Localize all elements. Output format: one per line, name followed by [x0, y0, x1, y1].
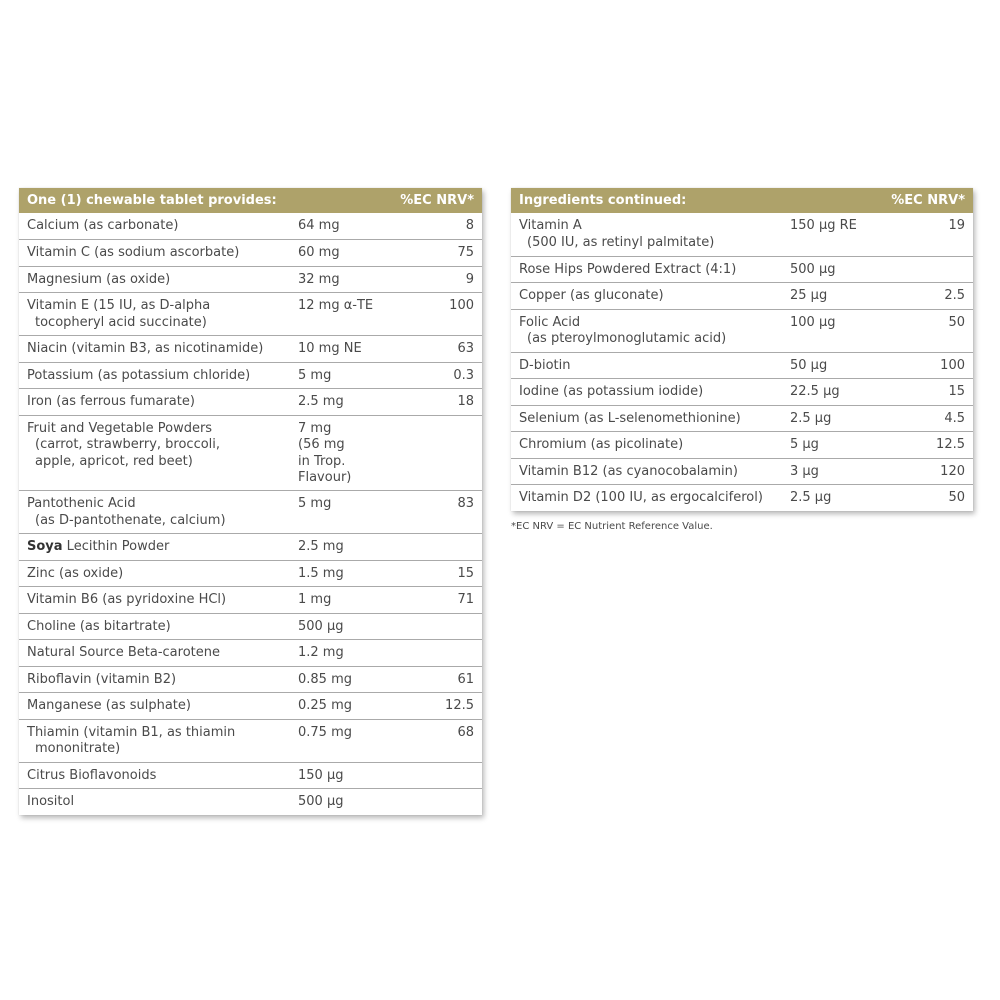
- ingredient-name: [511, 358, 784, 375]
- ingredient-amount-line: 150 μg RE: [790, 218, 857, 233]
- table-row: [19, 586, 482, 613]
- ingredient-amount-line: 3 μg: [790, 463, 819, 479]
- table-row: [511, 405, 973, 432]
- ingredient-name-line: (as D-pantothenate, calcium): [35, 512, 226, 528]
- table-row: [19, 639, 482, 666]
- ingredient-amount-line: 12 mg α-TE: [298, 298, 374, 313]
- ingredient-nrv: 15: [948, 384, 965, 399]
- ingredient-name-line: Vitamin B12 (as cyanocobalamin): [519, 463, 738, 479]
- ingredient-name-line: mononitrate): [35, 741, 121, 756]
- ingredient-name-line: Copper (as gluconate): [519, 288, 664, 303]
- ingredient-amount-line: 0.25 mg: [298, 698, 352, 713]
- ingredient-amount: [298, 245, 378, 262]
- ingredient-amount-line: 100 μg: [790, 314, 836, 330]
- ingredient-amount-line: 0.75 mg: [298, 724, 352, 740]
- ingredient-name-text: Lecithin Powder: [62, 539, 170, 554]
- ingredient-amount: [298, 619, 378, 636]
- ingredient-name: [19, 768, 292, 785]
- ingredient-name-line: Manganese (as sulphate): [27, 698, 191, 713]
- table-row: [19, 388, 482, 415]
- table-row: [19, 719, 482, 762]
- ingredient-name: [19, 794, 292, 811]
- ingredient-amount-line: 1 mg: [298, 592, 332, 607]
- ingredient-amount-line: 2.5 mg: [298, 539, 344, 554]
- table-row: [19, 613, 482, 640]
- ingredient-name-line: Potassium (as potassium chloride): [27, 367, 251, 383]
- table-row: [511, 458, 973, 485]
- ingredient-amount: [298, 496, 378, 513]
- ingredient-nrv: 63: [457, 341, 474, 356]
- table-header-nrv: %EC NRV*: [891, 193, 965, 208]
- ingredient-nrv: 2.5: [944, 288, 965, 303]
- ingredient-name: [19, 725, 292, 758]
- table-row: [19, 362, 482, 389]
- ingredient-name-line: Choline (as bitartrate): [27, 618, 171, 634]
- table-row: [19, 692, 482, 719]
- ingredient-amount: [298, 394, 378, 411]
- ingredient-name-line: Vitamin C (as sodium ascorbate): [27, 245, 240, 260]
- ingredient-nrv: 83: [457, 496, 474, 511]
- table-header-title: One (1) chewable tablet provides:: [27, 193, 277, 208]
- ingredient-amount: [298, 218, 378, 235]
- table-row: [19, 490, 482, 533]
- ingredient-name: [511, 384, 784, 401]
- ingredient-name-line: Natural Source Beta-carotene: [27, 645, 220, 660]
- ingredient-name: [19, 272, 292, 289]
- ingredient-name-line: (carrot, strawberry, broccoli,: [35, 437, 221, 452]
- ingredient-amount-line: 60 mg: [298, 245, 340, 260]
- table-row: [19, 213, 482, 239]
- table-row: [19, 788, 482, 815]
- ingredient-amount: [298, 645, 378, 662]
- ingredient-amount: [790, 411, 885, 428]
- ingredient-nrv: 68: [457, 724, 474, 740]
- ingredient-name: [19, 672, 292, 689]
- table-row: [511, 282, 973, 309]
- ingredient-name-line: Riboflavin (vitamin B2): [27, 671, 177, 687]
- ingredient-amount-line: 5 mg: [298, 367, 332, 383]
- ingredient-amount: [298, 539, 378, 556]
- ingredient-name-line: Folic Acid: [519, 314, 581, 330]
- ingredient-name: [19, 698, 292, 715]
- ingredient-amount: [790, 490, 885, 507]
- ingredient-name: [19, 592, 292, 609]
- nutrition-table-left: [19, 188, 482, 815]
- ingredient-name: [19, 496, 292, 529]
- table-row: [19, 560, 482, 587]
- table-row: [19, 292, 482, 335]
- ingredient-amount: [298, 592, 378, 609]
- ingredient-amount: [298, 566, 378, 583]
- ingredient-amount: [790, 218, 885, 235]
- ingredient-name: [19, 245, 292, 262]
- ingredient-name-line: Citrus Bioflavonoids: [27, 767, 157, 783]
- ingredient-nrv: 12.5: [936, 437, 965, 452]
- ingredient-name: [19, 341, 292, 358]
- ingredient-name-line: Selenium (as L-selenomethionine): [519, 410, 741, 426]
- ingredient-nrv: 0.3: [453, 367, 474, 383]
- ingredient-name: [19, 394, 292, 411]
- ingredient-name-line: Pantothenic Acid: [27, 496, 136, 511]
- ingredient-name-line: Niacin (vitamin B3, as nicotinamide): [27, 341, 264, 356]
- ingredient-name-line: Magnesium (as oxide): [27, 271, 171, 287]
- ingredient-nrv: 12.5: [445, 698, 474, 713]
- ingredient-name: [19, 619, 292, 636]
- ingredient-name: [19, 368, 292, 385]
- ingredient-amount: [298, 698, 378, 715]
- ingredient-name-line: Vitamin E (15 IU, as D-alpha: [27, 298, 211, 313]
- ingredient-nrv: 50: [948, 490, 965, 505]
- ingredient-nrv: 15: [457, 565, 474, 581]
- ingredient-nrv: 61: [457, 671, 474, 687]
- ingredient-name-line: Vitamin D2 (100 IU, as ergocalciferol): [519, 490, 763, 505]
- table-row: [19, 666, 482, 693]
- ingredient-amount-line: 22.5 μg: [790, 384, 840, 399]
- ingredient-amount: [298, 725, 378, 742]
- table-body: [511, 213, 973, 511]
- ingredient-amount: [298, 368, 378, 385]
- ingredient-name: [511, 315, 784, 348]
- ingredient-amount: [298, 794, 378, 811]
- ingredient-amount-line: 2.5 μg: [790, 490, 832, 505]
- table-header-nrv: %EC NRV*: [400, 193, 474, 208]
- table-row: [511, 213, 973, 256]
- ingredient-name-line: (500 IU, as retinyl palmitate): [527, 234, 715, 250]
- ingredient-nrv: 120: [940, 463, 965, 479]
- ingredient-nrv: 71: [457, 592, 474, 607]
- ingredient-amount-line: 1.2 mg: [298, 645, 344, 660]
- ingredient-amount: [790, 384, 885, 401]
- ingredient-name-line: Inositol: [27, 794, 75, 809]
- ingredient-name-line: tocopheryl acid succinate): [35, 314, 207, 330]
- ingredient-name: [19, 566, 292, 583]
- ingredient-name-line: Chromium (as picolinate): [519, 437, 684, 452]
- ingredient-amount-line: 500 μg: [298, 794, 344, 809]
- ingredient-name: [511, 464, 784, 481]
- table-row: [19, 762, 482, 789]
- ingredient-name: [511, 288, 784, 305]
- ingredient-name-line: Iron (as ferrous fumarate): [27, 394, 195, 409]
- ingredient-name-line: (as pteroylmonoglutamic acid): [527, 331, 727, 346]
- ingredient-nrv: 18: [457, 394, 474, 409]
- ingredient-amount: [790, 315, 885, 332]
- table-row: [19, 533, 482, 560]
- ingredient-amount: [790, 358, 885, 375]
- ingredient-name-line: Vitamin B6 (as pyridoxine HCl): [27, 592, 227, 607]
- ingredient-name-line: D-biotin: [519, 357, 571, 373]
- footnote: *EC NRV = EC Nutrient Reference Value.: [511, 521, 713, 532]
- ingredient-name-line: Fruit and Vegetable Powders: [27, 420, 213, 436]
- ingredient-amount-line: 10 mg NE: [298, 341, 362, 356]
- ingredient-nrv: 100: [940, 357, 965, 373]
- ingredient-amount: [298, 768, 378, 785]
- ingredient-nrv: 9: [465, 271, 474, 287]
- ingredient-amount: [790, 437, 885, 454]
- ingredient-nrv: 75: [457, 245, 474, 260]
- ingredient-amount: [790, 262, 885, 279]
- ingredient-amount-line: 25 μg: [790, 288, 828, 303]
- ingredient-amount-line: 2.5 μg: [790, 410, 832, 426]
- allergen-label: Soya: [27, 539, 63, 554]
- ingredient-name: [19, 298, 292, 331]
- ingredient-amount: [790, 464, 885, 481]
- table-row: [511, 352, 973, 379]
- ingredient-name-line: Iodine (as potassium iodide): [519, 384, 704, 399]
- ingredient-amount-line: 500 μg: [790, 261, 836, 277]
- nutrition-table-right: [511, 188, 973, 511]
- table-row: [511, 431, 973, 458]
- table-row: [511, 378, 973, 405]
- ingredient-amount-line: 500 μg: [298, 618, 344, 634]
- table-body: [19, 213, 482, 815]
- ingredient-name: [19, 645, 292, 662]
- ingredient-amount-line: 5 mg: [298, 496, 332, 511]
- ingredient-amount-line: 64 mg: [298, 218, 340, 233]
- ingredient-name: [19, 539, 292, 556]
- table-row: [511, 256, 973, 283]
- table-row: [511, 484, 973, 511]
- table-row: [19, 335, 482, 362]
- ingredient-amount: [298, 272, 378, 289]
- ingredient-name-line: Rose Hips Powdered Extract (4:1): [519, 261, 737, 277]
- ingredient-amount-line: 5 μg: [790, 437, 819, 452]
- ingredient-name-line: apple, apricot, red beet): [35, 453, 193, 469]
- ingredient-amount-line: (56 mg: [298, 437, 345, 452]
- ingredient-nrv: 50: [948, 314, 965, 330]
- ingredient-nrv: 8: [465, 218, 474, 233]
- ingredient-amount-line: 2.5 mg: [298, 394, 344, 409]
- ingredient-amount-line: Flavour): [298, 470, 352, 485]
- ingredient-name-line: Zinc (as oxide): [27, 565, 124, 581]
- ingredient-name: [511, 437, 784, 454]
- ingredient-name-line: Vitamin A: [519, 218, 582, 233]
- ingredient-amount: [298, 421, 378, 487]
- ingredient-nrv: 100: [449, 298, 474, 313]
- ingredient-name: [511, 218, 784, 251]
- ingredient-amount-line: 50 μg: [790, 357, 828, 373]
- ingredient-amount: [790, 288, 885, 305]
- ingredient-name: [511, 262, 784, 279]
- table-row: [19, 239, 482, 266]
- ingredient-name-line: Thiamin (vitamin B1, as thiamin: [27, 724, 236, 740]
- ingredient-amount-line: 1.5 mg: [298, 565, 344, 581]
- table-row: [19, 266, 482, 293]
- ingredient-name: [19, 218, 292, 235]
- ingredient-amount: [298, 298, 378, 315]
- table-row: [19, 415, 482, 491]
- table-header-title: Ingredients continued:: [519, 193, 687, 208]
- ingredient-amount-line: 0.85 mg: [298, 671, 352, 687]
- ingredient-name: [19, 421, 292, 471]
- ingredient-nrv: 19: [948, 218, 965, 233]
- table-header: [19, 188, 482, 213]
- table-row: [511, 309, 973, 352]
- table-header: [511, 188, 973, 213]
- ingredient-name: [511, 411, 784, 428]
- ingredient-amount-line: in Trop.: [298, 453, 346, 469]
- ingredient-amount-line: 150 μg: [298, 767, 344, 783]
- ingredient-name-line: Calcium (as carbonate): [27, 218, 179, 233]
- ingredient-name: [511, 490, 784, 507]
- ingredient-nrv: 4.5: [944, 410, 965, 426]
- ingredient-amount-line: 32 mg: [298, 271, 340, 287]
- ingredient-amount-line: 7 mg: [298, 420, 332, 436]
- ingredient-amount: [298, 341, 378, 358]
- ingredient-amount: [298, 672, 378, 689]
